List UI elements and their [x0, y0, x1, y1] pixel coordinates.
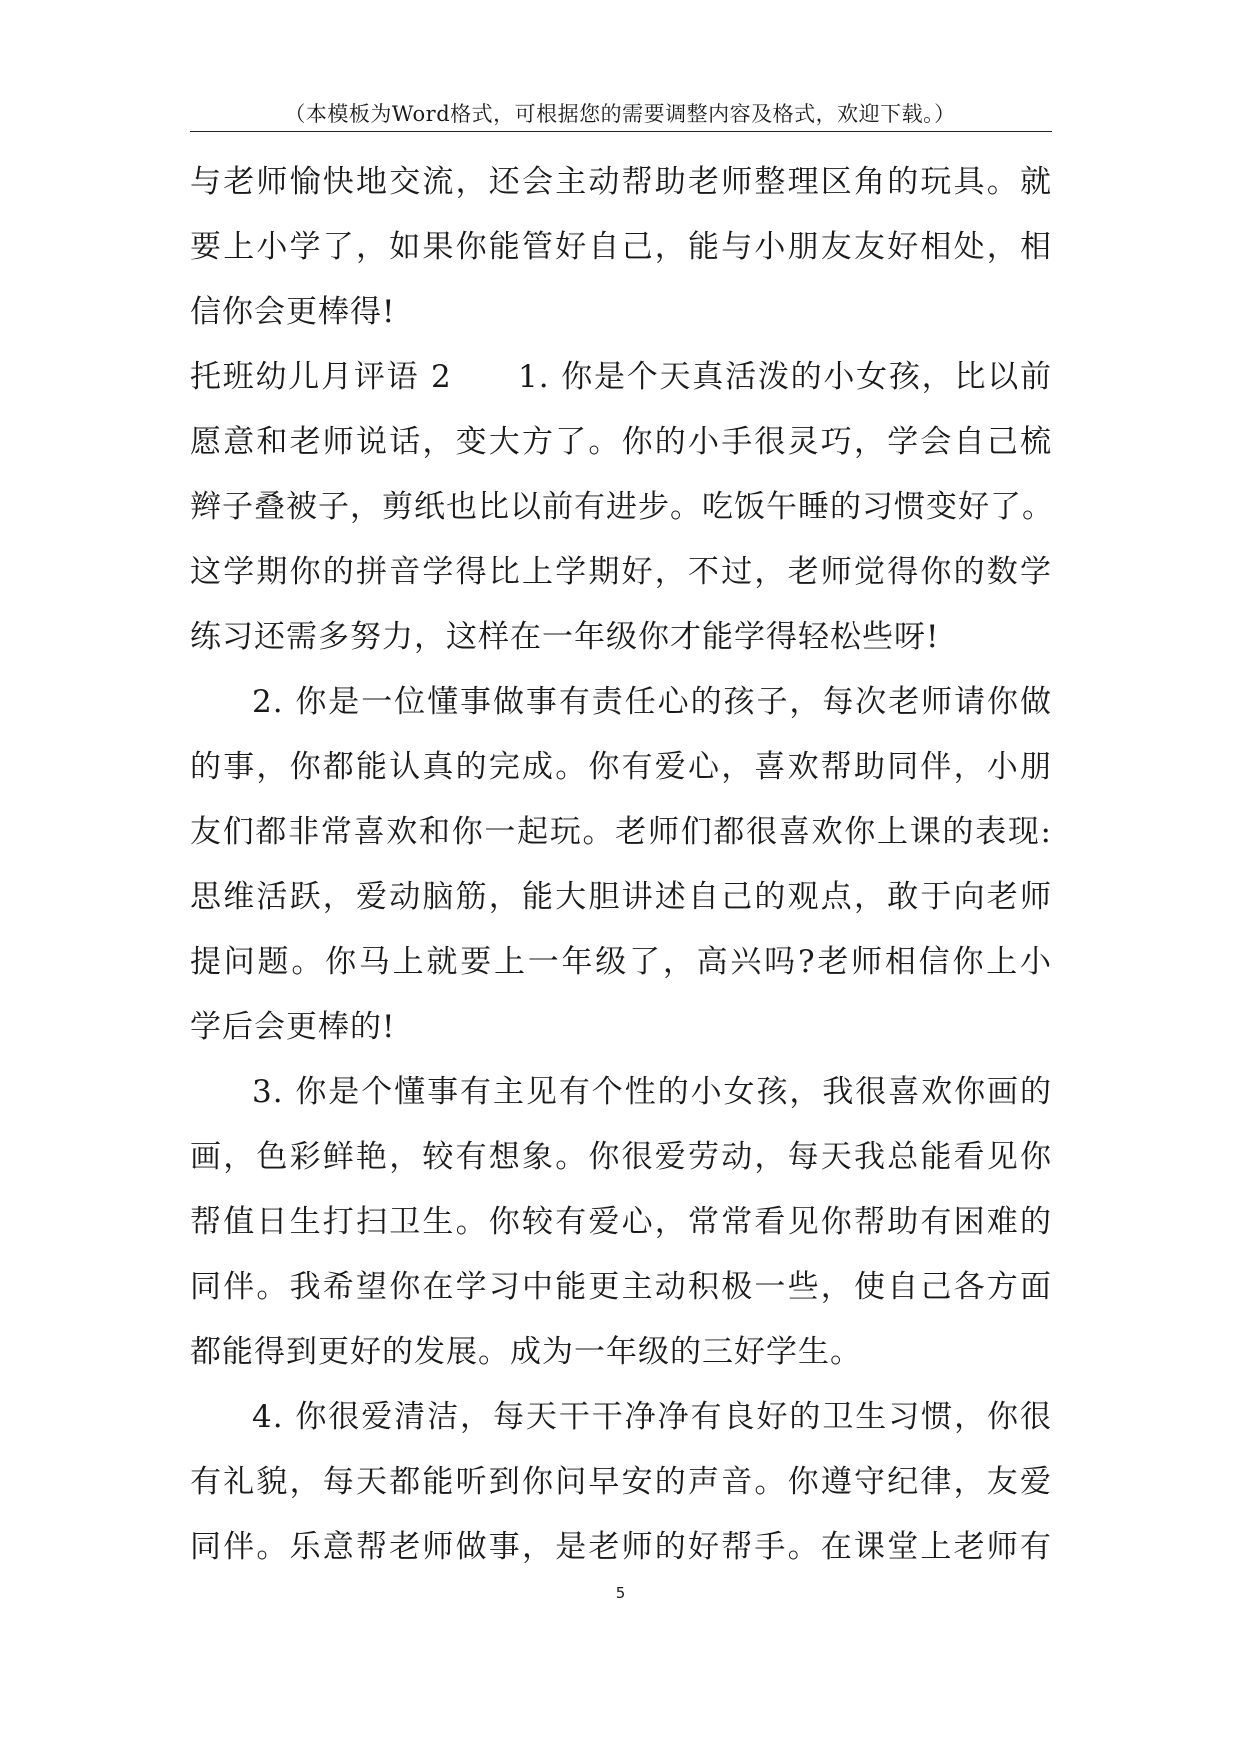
text-line: 的事，你都能认真的完成。你有爱心，喜欢帮助同伴，小朋 — [190, 749, 1052, 785]
text-line: 同伴。我希望你在学习中能更主动积极一些，使自己各方面 — [190, 1269, 1052, 1305]
text-line: 帮值日生打扫卫生。你较有爱心，常常看见你帮助有困难的 — [190, 1204, 1052, 1240]
body-text — [190, 150, 1052, 1580]
section-heading-line: 托班幼儿月评语 2 1. 你是个天真活泼的小女孩，比以前 — [190, 359, 1052, 395]
text-line: 这学期你的拼音学得比上学期好，不过，老师觉得你的数学 — [190, 554, 1052, 590]
template-note: （本模板为Word格式，可根据您的需要调整内容及格式，欢迎下载。） — [284, 102, 956, 126]
paragraph-start-line: 2. 你是一位懂事做事有责任心的孩子，每次老师请你做 — [252, 684, 1052, 720]
text-line: 思维活跃，爱动脑筋，能大胆讲述自己的观点，敢于向老师 — [190, 879, 1052, 915]
text-line: 有礼貌，每天都能听到你问早安的声音。你遵守纪律，友爱 — [190, 1464, 1052, 1500]
text-line: 练习还需多努力，这样在一年级你才能学得轻松些呀! — [190, 619, 940, 655]
text-line: 辫子叠被子，剪纸也比以前有进步。吃饭午睡的习惯变好了。 — [190, 489, 1054, 525]
text-line: 愿意和老师说话，变大方了。你的小手很灵巧，学会自己梳 — [190, 424, 1052, 460]
page-number: 5 — [615, 1584, 626, 1602]
text-line: 提问题。你马上就要上一年级了，高兴吗?老师相信你上小 — [190, 944, 1052, 980]
text-line: 学后会更棒的! — [190, 1009, 396, 1045]
text-line: 画，色彩鲜艳，较有想象。你很爱劳动，每天我总能看见你 — [190, 1139, 1052, 1175]
header-divider — [190, 131, 1052, 132]
text-line: 与老师愉快地交流，还会主动帮助老师整理区角的玩具。就 — [190, 164, 1052, 200]
text-line: 都能得到更好的发展。成为一年级的三好学生。 — [190, 1334, 862, 1370]
paragraph-start-line: 4. 你很爱清洁，每天干干净净有良好的卫生习惯，你很 — [252, 1399, 1052, 1435]
text-line: 要上小学了，如果你能管好自己，能与小朋友友好相处，相 — [190, 229, 1052, 265]
text-line: 同伴。乐意帮老师做事，是老师的好帮手。在课堂上老师有 — [190, 1529, 1052, 1565]
paragraph-start-line: 3. 你是个懂事有主见有个性的小女孩，我很喜欢你画的 — [252, 1074, 1052, 1110]
text-line: 信你会更棒得! — [190, 294, 396, 330]
text-line: 友们都非常喜欢和你一起玩。老师们都很喜欢你上课的表现: — [190, 814, 1052, 850]
